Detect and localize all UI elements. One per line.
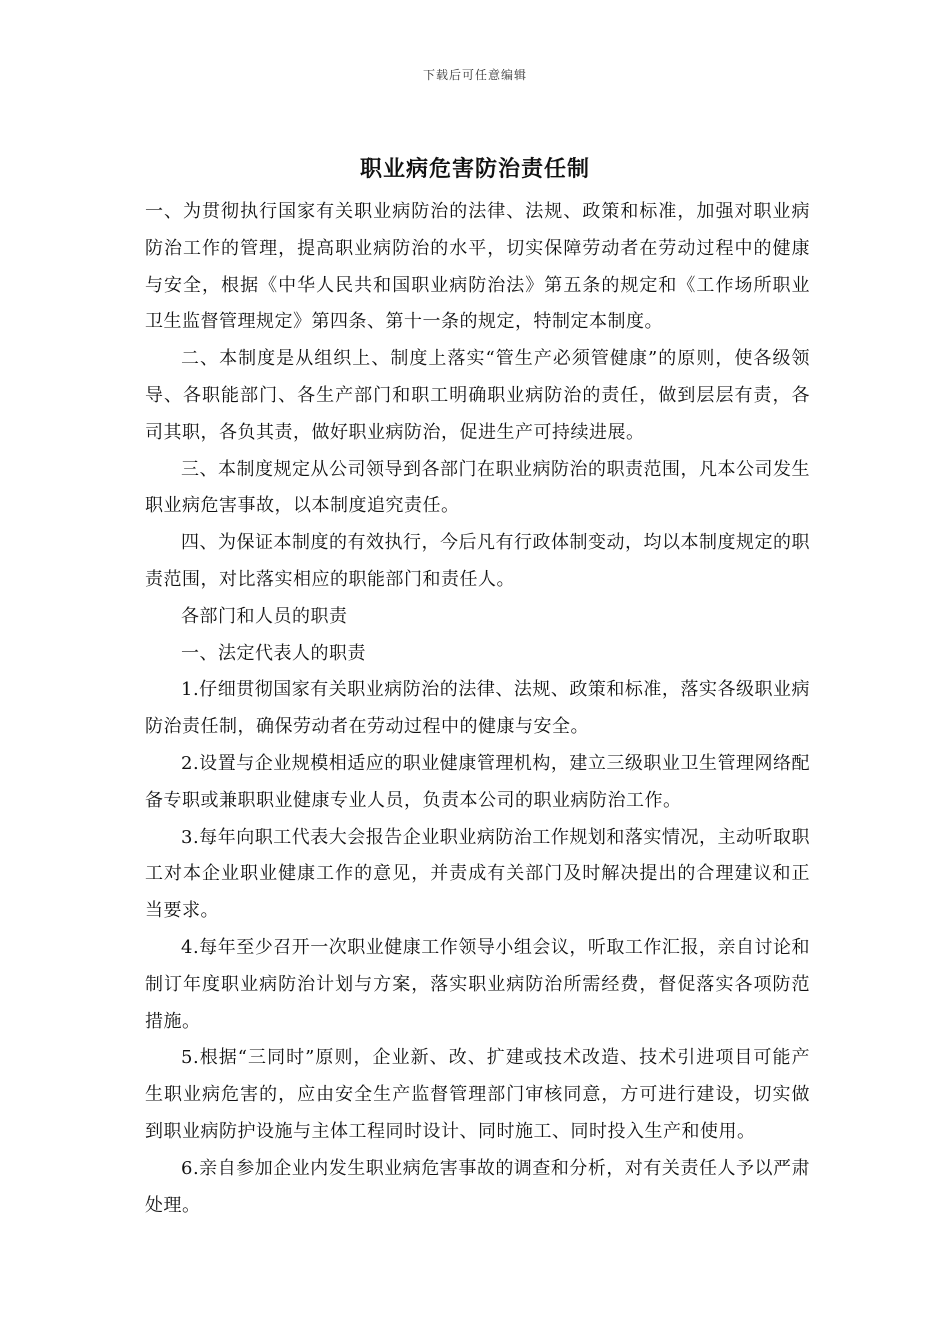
section-heading: 各部门和人员的职责 — [181, 605, 348, 627]
list-item-5: 5.根据“三同时”原则，企业新、改、扩建或技术改造、技术引进项目可能产生职业病危害的，应由安全生产监督管理部门审核同意，方可进行建设，切实做到职业病防护设施与主体工程同时设计、同时施工、同时投入生产和使用。 — [145, 1047, 810, 1142]
paragraph-4: 四、为保证本制度的有效执行，今后凡有行政体制变动，均以本制度规定的职责范围，对比落实相应的职能部门和责任人。 — [145, 532, 810, 590]
list-item-3: 3.每年向职工代表大会报告企业职业病防治工作规划和落实情况，主动听取职工对本企业职业健康工作的意见，并责成有关部门及时解决提出的合理建议和正当要求。 — [145, 826, 810, 922]
paragraph-1: 一、为贯彻执行国家有关职业病防治的法律、法规、政策和标准，加强对职业病防治工作的管理，提高职业病防治的水平，切实保障劳动者在劳动过程中的健康与安全，根据《中华人民共和国职业病防治法》第五条的规定和《工作场所职业卫生监督管理规定》第四条、第十一条的规定，特制定本制度。 — [145, 201, 810, 333]
paragraph-2: 二、本制度是从组织上、制度上落实“管生产必须管健康”的原则，使各级领导、各职能部门、各生产部门和职工明确职业病防治的责任，做到层层有责，各司其职，各负其责，做好职业病防治，促进生产可持续进展。 — [145, 348, 810, 443]
paragraph-3: 三、本制度规定从公司领导到各部门在职业病防治的职责范围，凡本公司发生职业病危害事故，以本制度追究责任。 — [145, 458, 810, 517]
document-title: 职业病危害防治责任制 — [359, 157, 590, 182]
list-item-4: 4.每年至少召开一次职业健康工作领导小组会议，听取工作汇报，亲自讨论和制订年度职业病防治计划与方案，落实职业病防治所需经费，督促落实各项防范措施。 — [145, 936, 810, 1032]
header-note: 下载后可任意编辑 — [422, 68, 527, 82]
subsection-heading: 一、法定代表人的职责 — [181, 642, 366, 664]
list-item-2: 2.设置与企业规模相适应的职业健康管理机构，建立三级职业卫生管理网络配备专职或兼职职业健康专业人员，负责本公司的职业病防治工作。 — [145, 752, 810, 811]
list-item-6: 6.亲自参加企业内发生职业病危害事故的调查和分析，对有关责任人予以严肃处理。 — [145, 1157, 810, 1216]
document-body — [145, 194, 810, 1224]
list-item-1: 1.仔细贯彻国家有关职业病防治的法律、法规、政策和标准，落实各级职业病防治责任制，确保劳动者在劳动过程中的健康与安全。 — [145, 679, 810, 738]
